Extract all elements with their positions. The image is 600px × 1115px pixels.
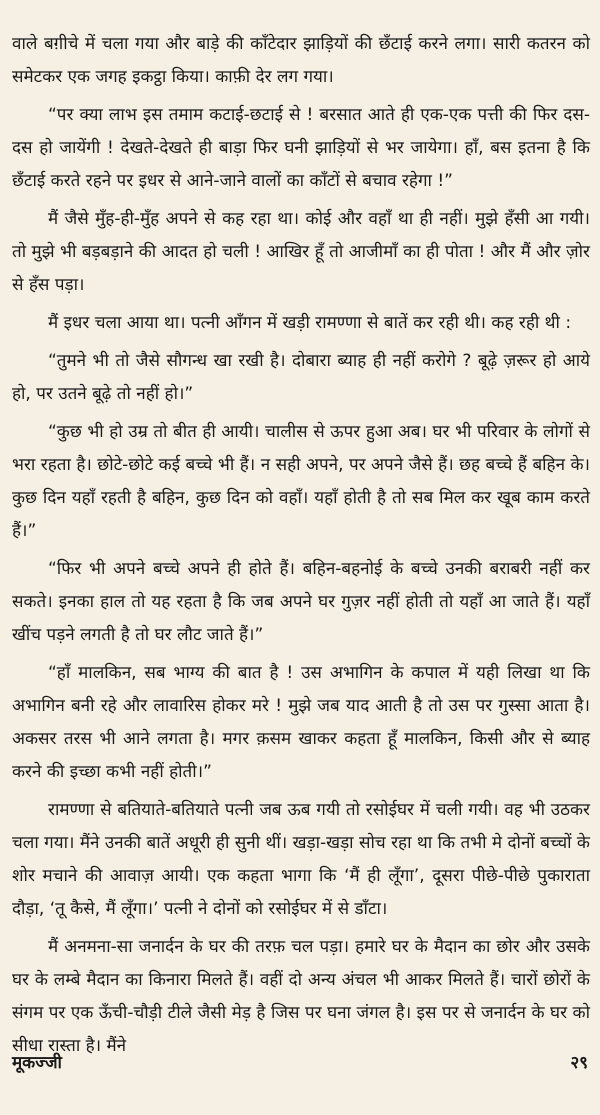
- paragraph: “हाँ मालकिन, सब भाग्य की बात है ! उस अभागिन के कपाल में यही लिखा था कि अभागिन बनी रहे और लावारिस होकर मरे ! मुझे जब याद आती है तो उस पर गुस्सा आता है। अकसर तरस भी आने लगता है। मगर क़सम खाकर कहता हूँ मालकिन, किसी और से ब्याह करने की इच्छा कभी नहीं होती।”: [12, 663, 590, 782]
- paragraph: मैं इधर चला आया था। पत्नी आँगन में खड़ी रामण्णा से बातें कर रही थी। कह रही थी :: [48, 313, 572, 333]
- book-title: मूकज्जी: [12, 1053, 62, 1073]
- paragraph: रामण्णा से बतियाते-बतियाते पत्नी जब ऊब गयी तो रसोईघर में चली गयी। वह भी उठकर चला गया। मैंने उनकी बातें अधूरी ही सुनी थीं। खड़ा-खड़ा सोच रहा था कि तभी मे दोनों बच्चों के शोर मचाने की आवाज़ आयी। एक कहता भागा कि ‘मैं ही लूँगा’, दूसरा पीछे-पीछे पुकाराता दौड़ा, ‘तू कैसे, मैं लूँगा।’ पत्नी ने दोनों को रसोईघर में से डाँटा।: [12, 800, 590, 919]
- page-number: २९: [570, 1053, 588, 1073]
- paragraph: “पर क्या लाभ इस तमाम कटाई-छटाई से ! बरसात आते ही एक-एक पत्ती की फिर दस-दस हो जायेंगी ! देखते-देखते ही बाड़ा फिर घनी झाड़ियों से भर जायेगा। हाँ, बस इतना है कि छँटाई करते रहने पर इधर से आने-जाने वालों का काँटों से बचाव रहेगा !”: [12, 105, 590, 191]
- page-footer: [12, 1050, 588, 1073]
- body-text: [12, 28, 590, 1063]
- paragraph: “फिर भी अपने बच्चे अपने ही होते हैं। बहिन-बहनोई के बच्चे उनकी बराबरी नहीं कर सकते। इनका हाल तो यह रहता है कि जब अपने घर गुज़र नहीं होती तो यहाँ आ जाते हैं। यहाँ खींच पड़ने लगती है तो घर लौट जाते हैं।”: [12, 559, 590, 645]
- paragraph: वाले बग़ीचे में चला गया और बाड़े की काँटेदार झाड़ियों की छँटाई करने लगा। सारी कतरन को समेटकर एक जगह इकट्ठा किया। काफ़ी देर लग गया।: [12, 34, 590, 87]
- paragraph: मैं अनमना-सा जनार्दन के घर की तरफ़ चल पड़ा। हमारे घर के मैदान का छोर और उसके घर के लम्बे मैदान का किनारा मिलते हैं। वहीं दो अन्य अंचल भी आकर मिलते हैं। चारों छोरों के संगम पर एक ऊँची-चौड़ी टीले जैसी मेड़ है जिस पर घना जंगल है। इस पर से जनार्दन के घर को सीधा रास्ता है। मैंने: [12, 937, 590, 1056]
- paragraph: “तुमने भी तो जैसे सौगन्ध खा रखी है। दोबारा ब्याह ही नहीं करोगे ? बूढ़े ज़रूर हो आये हो, पर उतने बूढ़े तो नहीं हो।”: [12, 351, 590, 404]
- paragraph: मैं जैसे मुँह-ही-मुँह अपने से कह रहा था। कोई और वहाँ था ही नहीं। मुझे हँसी आ गयी। तो मुझे भी बड़बड़ाने की आदत हो चली ! आखिर हूँ तो आजीमाँ का ही पोता ! और मैं और ज़ोर से हँस पड़ा।: [12, 209, 590, 295]
- paragraph: “कुछ भी हो उम्र तो बीत ही आयी। चालीस से ऊपर हुआ अब। घर भी परिवार के लोगों से भरा रहता है। छोटे-छोटे कई बच्चे भी हैं। न सही अपने, पर अपने जैसे हैं। छह बच्चे हैं बहिन के। कुछ दिन यहाँ रहती है बहिन, कुछ दिन को वहाँ। यहाँ होती है तो सब मिल कर खूब काम करते हैं।”: [12, 422, 590, 541]
